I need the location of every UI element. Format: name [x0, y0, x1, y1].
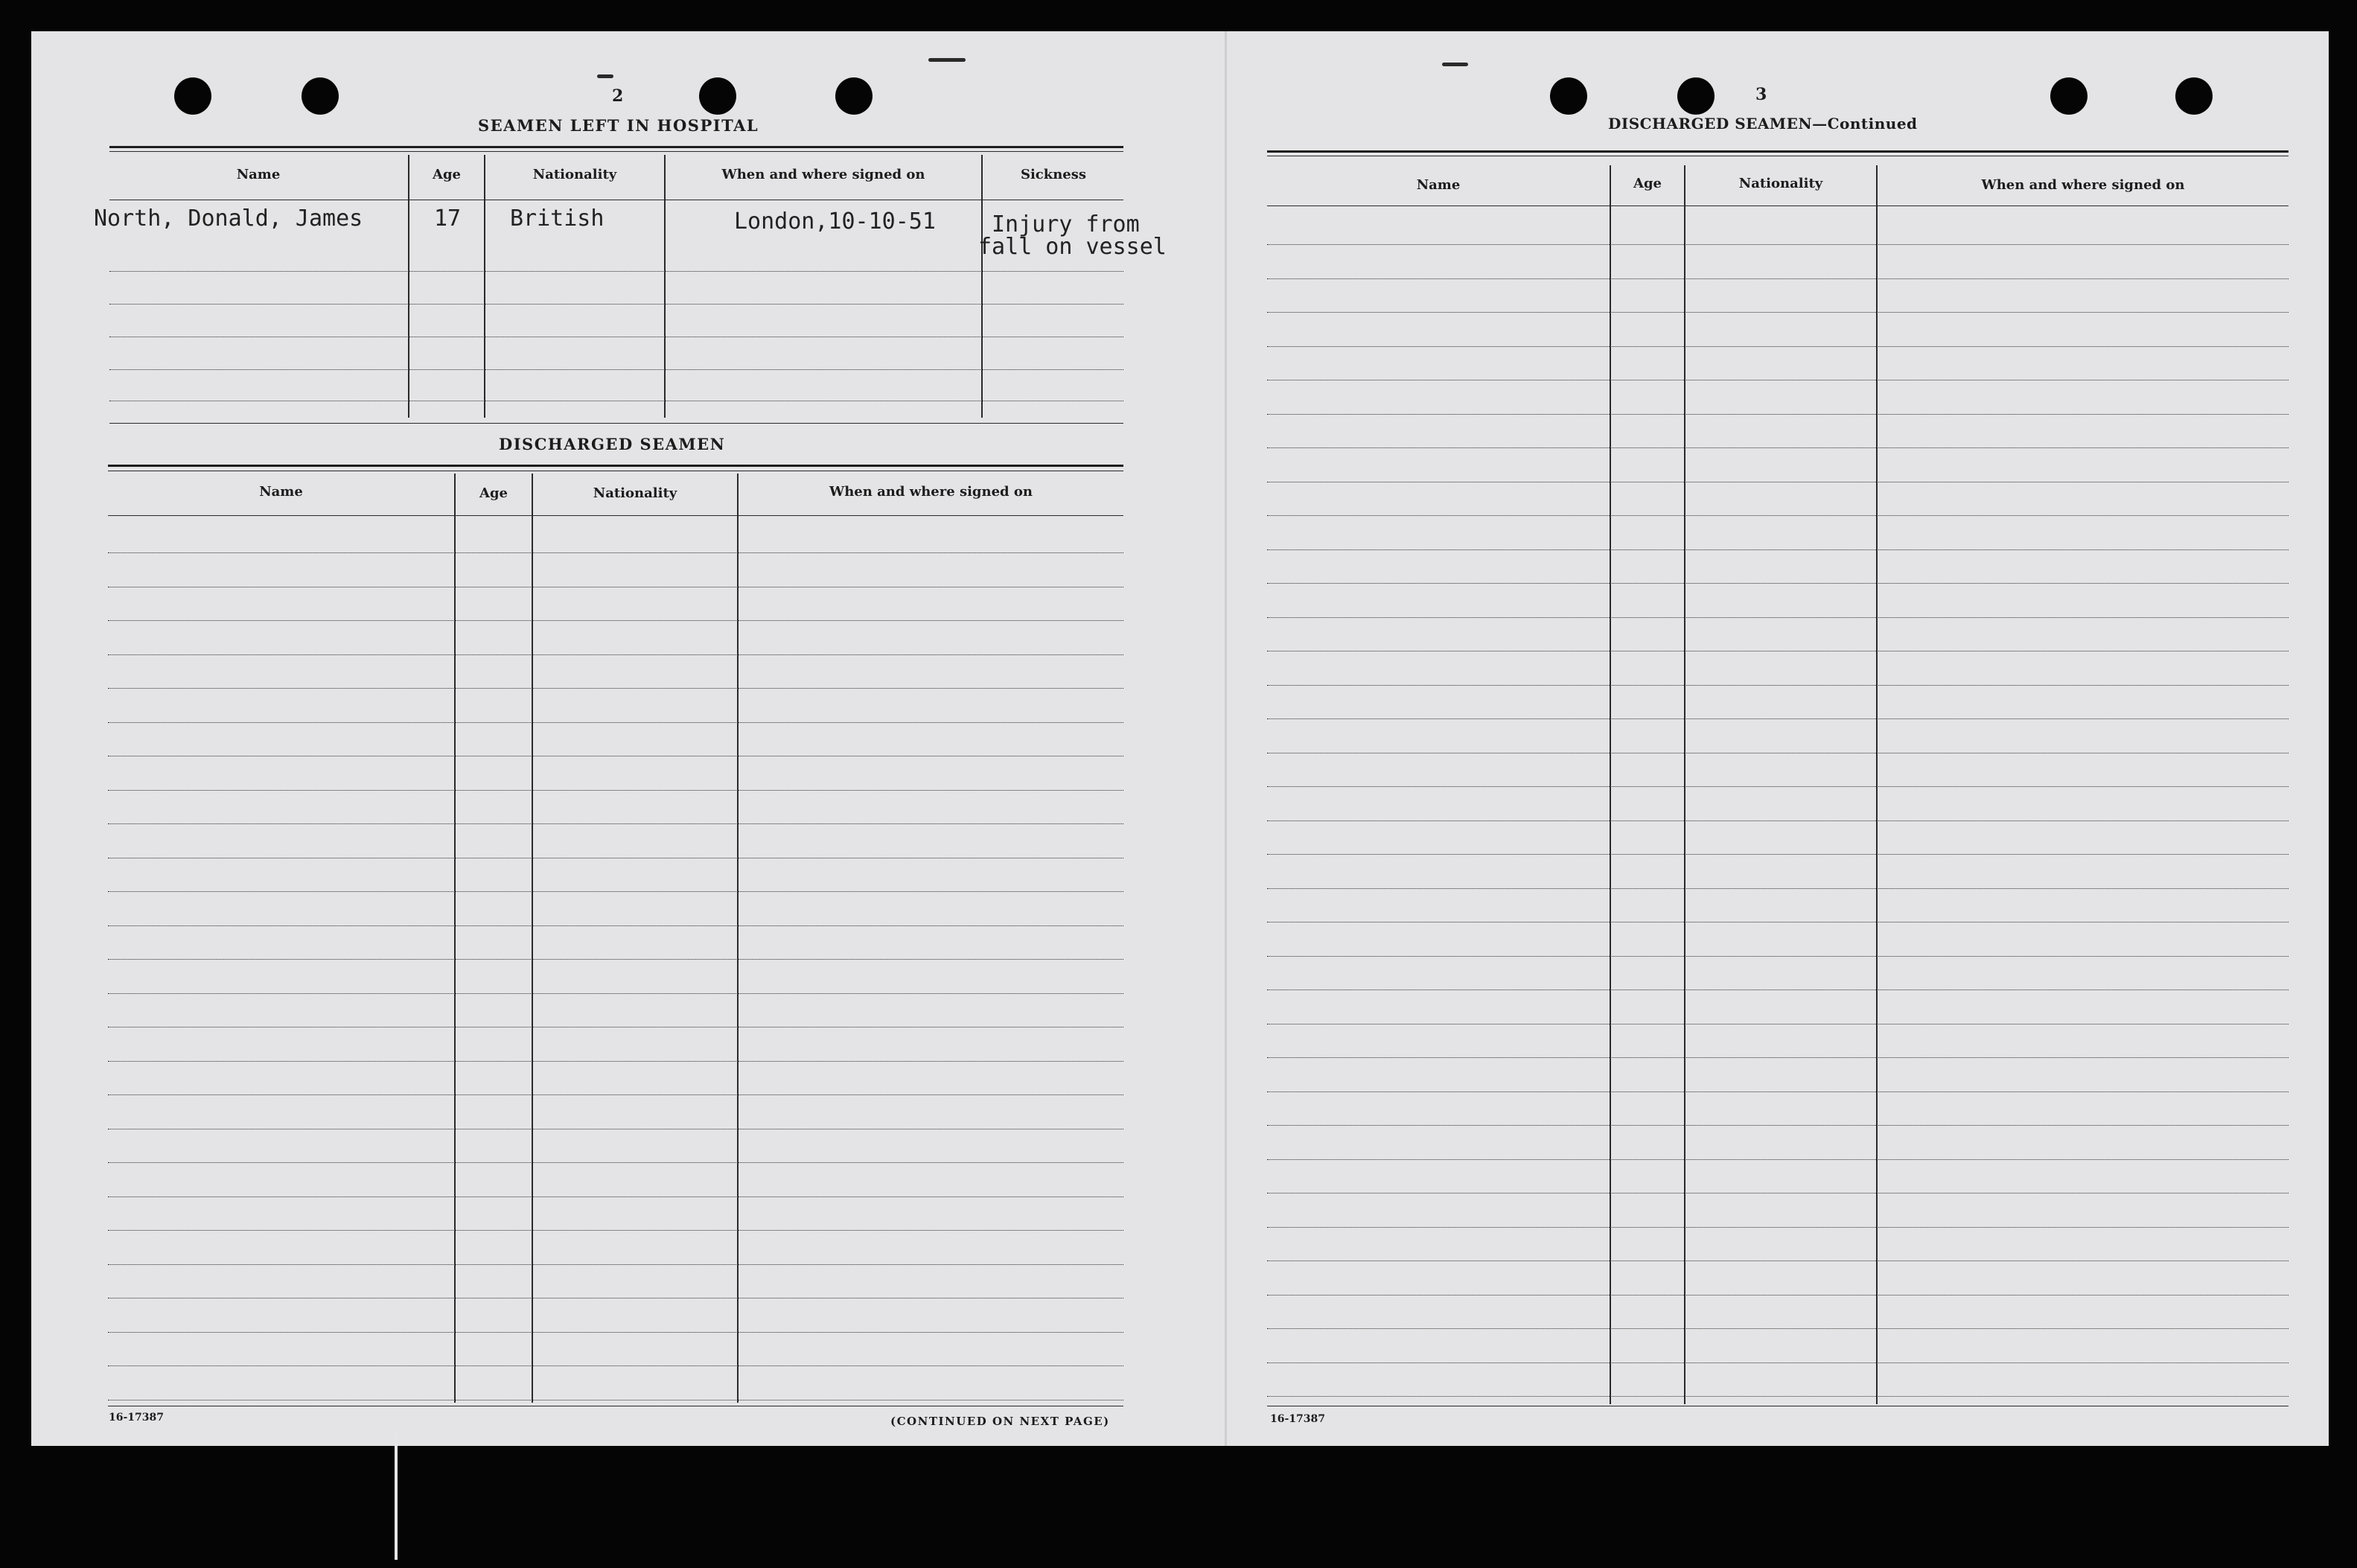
punch-hole — [302, 77, 339, 115]
right-col-divider — [1610, 165, 1611, 1404]
ledger-row-line — [108, 722, 1123, 723]
hospital-col-divider — [408, 155, 409, 418]
ledger-row-line — [1267, 549, 2289, 550]
ledger-row-line — [108, 1196, 1123, 1197]
right-header-nationality: Nationality — [1738, 176, 1823, 191]
left-form-number: 16-17387 — [109, 1412, 164, 1424]
hospital-header-age: Age — [432, 167, 461, 182]
ledger-row-line — [108, 959, 1123, 960]
ledger-row-line — [1267, 244, 2289, 245]
ledger-row-line — [1267, 346, 2289, 347]
film-edge-mark — [395, 1433, 398, 1560]
ledger-sheet — [31, 31, 2329, 1446]
ink-smudge — [597, 74, 613, 78]
ledger-row-line — [1267, 414, 2289, 415]
hospital-section-title: SEAMEN LEFT IN HOSPITAL — [478, 116, 759, 135]
typed-seaman-sickness-line1: Injury from — [992, 211, 1140, 238]
ledger-row-line — [108, 688, 1123, 689]
hospital-header-signed-on: When and where signed on — [721, 167, 925, 182]
typed-seaman-name: North, Donald, James — [94, 205, 363, 232]
typed-seaman-nationality: British — [510, 205, 605, 232]
hospital-header-nationality: Nationality — [532, 167, 617, 182]
punch-hole — [699, 77, 736, 115]
ledger-row-line — [1267, 1159, 2289, 1160]
discharged-section-title: DISCHARGED SEAMEN — [499, 435, 726, 453]
right-top-rule — [1267, 150, 2289, 153]
punch-hole — [2050, 77, 2088, 115]
hospital-row-line — [109, 304, 1123, 305]
typed-seaman-signed-on: London,10-10-51 — [734, 208, 936, 235]
discharged-top-rule — [108, 465, 1123, 467]
punch-hole — [1677, 77, 1715, 115]
ledger-row-line — [108, 1162, 1123, 1163]
ledger-row-line — [1267, 583, 2289, 584]
right-form-number: 16-17387 — [1270, 1413, 1325, 1425]
discharged-col-divider — [737, 474, 739, 1403]
right-col-divider — [1684, 165, 1685, 1404]
right-section-title: DISCHARGED SEAMEN—Continued — [1608, 115, 1918, 133]
ledger-row-line — [1267, 312, 2289, 313]
ledger-row-line — [108, 823, 1123, 824]
right-header-age: Age — [1633, 176, 1662, 191]
ledger-row-line — [1267, 956, 2289, 957]
ledger-row-line — [1267, 1125, 2289, 1126]
discharged-col-divider — [532, 474, 533, 1403]
ledger-row-line — [1267, 854, 2289, 855]
continued-note: (CONTINUED ON NEXT PAGE) — [890, 1415, 1110, 1428]
hospital-col-divider — [664, 155, 666, 418]
hospital-header-sickness: Sickness — [1020, 167, 1087, 182]
hospital-top-rule — [109, 146, 1123, 148]
punch-hole — [2175, 77, 2213, 115]
discharged-header-signed-on: When and where signed on — [829, 484, 1033, 500]
ledger-row-line — [1267, 278, 2289, 279]
ledger-row-line — [108, 1264, 1123, 1265]
ledger-row-line — [108, 891, 1123, 892]
ledger-row-line — [108, 790, 1123, 791]
typed-seaman-age: 17 — [434, 205, 462, 232]
ledger-row-line — [1267, 1091, 2289, 1092]
hospital-col-divider — [484, 155, 485, 418]
ledger-row-line — [108, 1230, 1123, 1231]
right-header-rule — [1267, 205, 2289, 206]
punch-hole — [835, 77, 873, 115]
ledger-row-line — [108, 1061, 1123, 1062]
ledger-row-line — [1267, 447, 2289, 448]
ledger-row-line — [1267, 617, 2289, 618]
ledger-row-line — [1267, 1057, 2289, 1058]
ledger-row-line — [108, 1365, 1123, 1366]
right-col-divider — [1876, 165, 1878, 1404]
left-page-number: 2 — [612, 86, 624, 106]
page-seam — [1225, 31, 1227, 1446]
hospital-top-rule-thin — [109, 151, 1123, 152]
ledger-row-line — [108, 1094, 1123, 1095]
ink-smudge — [928, 58, 966, 62]
ledger-row-line — [108, 654, 1123, 655]
ledger-row-line — [108, 1332, 1123, 1333]
discharged-col-divider — [454, 474, 456, 1403]
right-header-name: Name — [1416, 177, 1461, 193]
ledger-row-line — [1267, 786, 2289, 787]
ink-smudge — [1442, 63, 1468, 66]
hospital-col-divider — [981, 155, 983, 418]
hospital-row-line — [109, 271, 1123, 272]
ledger-row-line — [1267, 718, 2289, 719]
punch-hole — [174, 77, 211, 115]
hospital-bottom-rule — [109, 423, 1123, 424]
ledger-row-line — [1267, 820, 2289, 821]
right-page-number: 3 — [1755, 85, 1767, 104]
ledger-row-line — [1267, 989, 2289, 990]
punch-hole — [1550, 77, 1587, 115]
ledger-row-line — [1267, 1227, 2289, 1228]
hospital-header-name: Name — [236, 167, 281, 182]
ledger-row-line — [1267, 685, 2289, 686]
ledger-row-line — [1267, 1328, 2289, 1329]
ledger-row-line — [108, 552, 1123, 553]
ledger-row-line — [1267, 515, 2289, 516]
typed-seaman-sickness-line2: fall on vessel — [978, 234, 1167, 260]
discharged-header-name: Name — [259, 484, 303, 500]
ledger-row-line — [108, 993, 1123, 994]
ledger-row-line — [1267, 888, 2289, 889]
discharged-header-nationality: Nationality — [593, 485, 677, 501]
ledger-row-line — [1267, 1396, 2289, 1397]
ledger-row-line — [108, 620, 1123, 621]
ledger-row-line — [108, 925, 1123, 926]
hospital-row-line — [109, 369, 1123, 370]
discharged-header-age: Age — [479, 485, 508, 501]
discharged-header-rule — [108, 515, 1123, 516]
right-header-signed-on: When and where signed on — [1981, 177, 2185, 193]
